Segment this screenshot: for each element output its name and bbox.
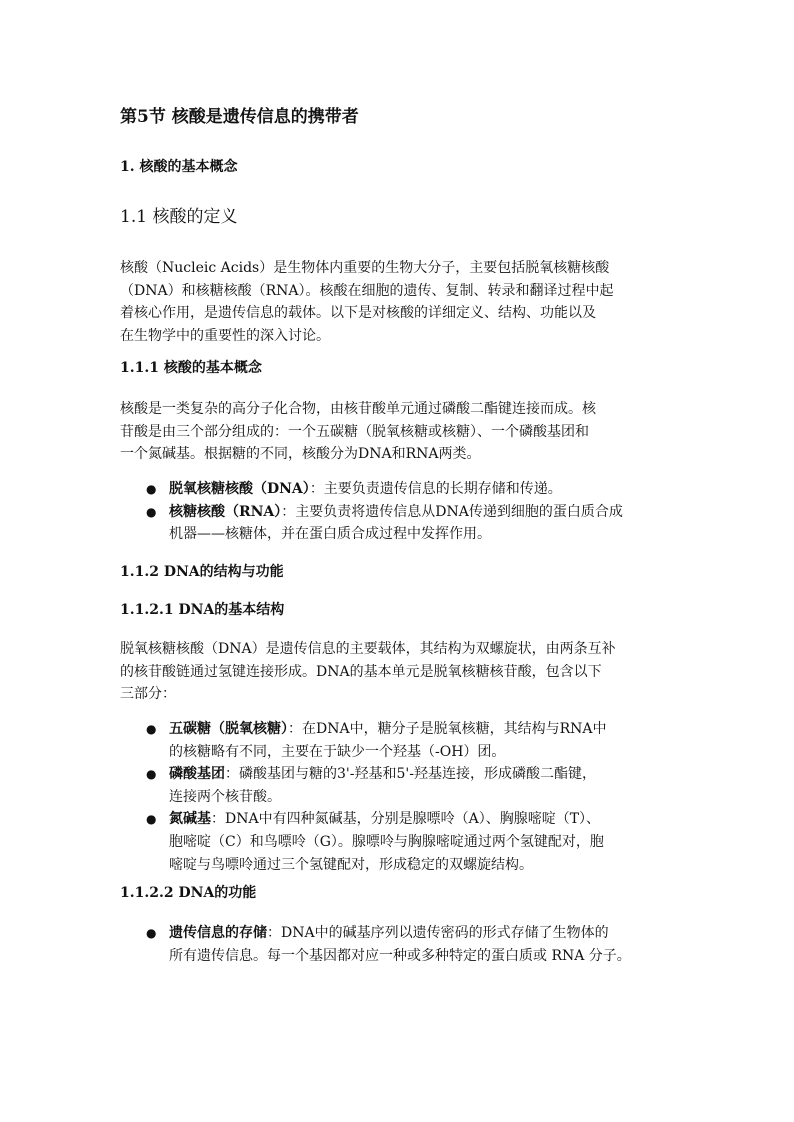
list-item <box>120 922 680 967</box>
bullet-icon: ● <box>146 504 157 519</box>
list-item <box>120 501 680 546</box>
list-dna-functions <box>120 922 680 967</box>
heading-1-1-2-1: 1.1.2.1 DNA的基本结构 <box>120 602 285 618</box>
paragraph-line: （DNA）和核糖核酸（RNA）。核酸在细胞的遗传、复制、转录和翻译过程中起 <box>120 282 614 299</box>
paragraph-definition <box>120 257 680 347</box>
list-item-text: ：在DNA中，糖分子是脱氧核糖，其结构与RNA中 <box>288 721 607 737</box>
heading-1-1-1: 1.1.1 核酸的基本概念 <box>120 360 262 376</box>
list-item <box>120 718 680 763</box>
list-item-text: ：DNA中有四种氮碱基，分别是腺嘌呤（A）、胸腺嘧啶（T）、 <box>211 811 601 828</box>
paragraph-line: 的核苷酸链通过氢键连接形成。DNA的基本单元是脱氧核糖核苷酸，包含以下 <box>120 663 602 680</box>
list-item-term: 五碳糖（脱氧核糖） <box>169 721 288 737</box>
paragraph-line: 在生物学中的重要性的深入讨论。 <box>120 327 330 344</box>
list-item <box>120 808 680 876</box>
list-item-text: 所有遗传信息。每一个基因都对应一种或多种特定的蛋白质或 RNA 分子。 <box>169 947 631 964</box>
paragraph-line: 着核心作用，是遗传信息的载体。以下是对核酸的详细定义、结构、功能以及 <box>120 305 596 322</box>
list-item <box>120 478 680 501</box>
list-item-term: 氮碱基 <box>169 811 211 828</box>
list-item-text: ：主要负责将遗传信息从DNA传递到细胞的蛋白质合成 <box>281 503 623 520</box>
section-title: 第5节 核酸是遗传信息的携带者 <box>120 107 359 127</box>
list-item-text: 的核糖略有不同，主要在于缺少一个羟基（-OH）团。 <box>169 743 506 760</box>
list-item-term: 遗传信息的存储 <box>169 925 267 941</box>
list-item-text: ：DNA中的碱基序列以遗传密码的形式存储了生物体的 <box>267 925 609 941</box>
heading-1-1-2-2: 1.1.2.2 DNA的功能 <box>120 885 257 901</box>
bullet-icon: ● <box>146 767 157 782</box>
list-item-text: ：主要负责遗传信息的长期存储和传递。 <box>309 481 562 497</box>
list-item <box>120 763 680 808</box>
bullet-icon: ● <box>146 812 157 827</box>
list-item-text: 胞嘧啶（C）和鸟嘌呤（G）。腺嘌呤与胸腺嘧啶通过两个氢键配对，胞 <box>169 833 604 850</box>
bullet-icon: ● <box>146 926 157 940</box>
list-dna-parts <box>120 718 680 876</box>
list-item-term: 核糖核酸（RNA） <box>169 503 282 520</box>
paragraph-structure <box>120 638 680 706</box>
list-item-term: 磷酸基团 <box>169 766 225 783</box>
list-item-term: 脱氧核糖核酸（DNA） <box>169 481 310 497</box>
list-item-text: 嘧啶与鸟嘌呤通过三个氢键配对，形成稳定的双螺旋结构。 <box>169 856 533 873</box>
heading-1: 1. 核酸的基本概念 <box>120 159 238 175</box>
heading-1-1: 1.1 核酸的定义 <box>120 207 238 227</box>
paragraph-basic <box>120 398 680 466</box>
list-item-text: 连接两个核苷酸。 <box>169 788 281 805</box>
paragraph-line: 核酸（Nucleic Acids）是生物体内重要的生物大分子，主要包括脱氧核糖核酸 <box>120 260 610 276</box>
list-item-text: ：磷酸基团与糖的3'-羟基和5'-羟基连接，形成磷酸二酯键， <box>225 766 596 783</box>
paragraph-line: 一个氮碱基。根据糖的不同，核酸分为DNA和RNA两类。 <box>120 446 481 463</box>
paragraph-line: 苷酸是由三个部分组成的：一个五碳糖（脱氧核糖或核糖）、一个磷酸基团和 <box>120 423 589 440</box>
paragraph-line: 三部分： <box>120 686 176 703</box>
heading-1-1-2: 1.1.2 DNA的结构与功能 <box>120 564 284 580</box>
list-nucleic-acid-types <box>120 478 680 546</box>
bullet-icon: ● <box>146 482 157 496</box>
paragraph-line: 脱氧核糖核酸（DNA）是遗传信息的主要载体，其结构为双螺旋状，由两条互补 <box>120 641 616 657</box>
list-item-text: 机器——核糖体，并在蛋白质合成过程中发挥作用。 <box>169 526 491 543</box>
bullet-icon: ● <box>146 722 157 736</box>
paragraph-line: 核酸是一类复杂的高分子化合物，由核苷酸单元通过磷酸二酯键连接而成。核 <box>120 401 596 417</box>
